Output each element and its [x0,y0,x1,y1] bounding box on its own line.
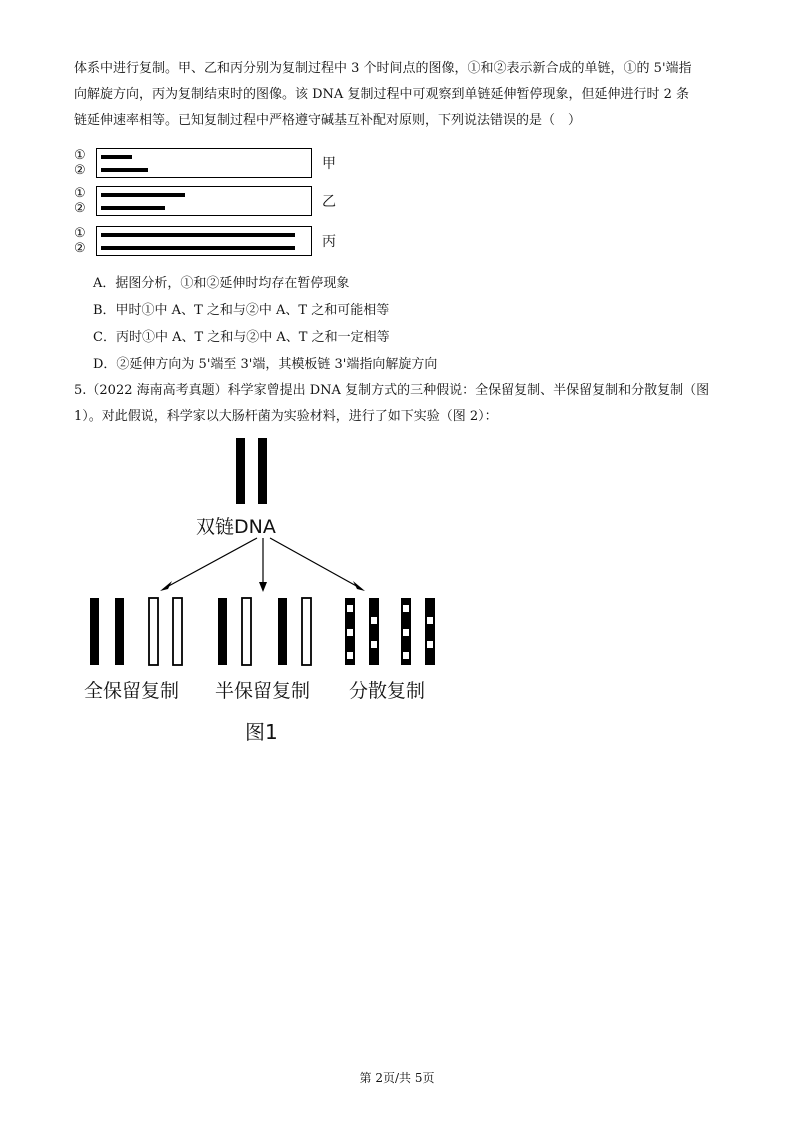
strand-number-1: ① [74,226,86,241]
parent-dna-icon [236,438,267,504]
question-intro [74,56,734,134]
semiconservative-label: 半保留复制 [215,680,311,702]
semiconservative-dna-icon [218,598,311,665]
strand-number-2: ② [74,163,86,178]
strand-number-1: ① [74,186,86,201]
option-b: B．甲时①中 A、T 之和与②中 A、T 之和可能相等 [93,303,390,318]
dispersive-dna-icon [345,598,435,665]
intro-line-3: 链延伸速率相等。已知复制过程中严格遵守碱基互补配对原则，下列说法错误的是（ ） [74,113,582,128]
time-label-bing: 丙 [322,234,336,250]
strand-number-2: ② [74,241,86,256]
figure-1-caption: 图1 [245,720,278,744]
dispersive-label: 分散复制 [349,680,426,702]
strand-box [96,186,312,216]
strand-1-bar [101,193,185,197]
strand-1-bar [101,233,295,237]
strand-2-bar [101,168,148,172]
strand-number-1: ① [74,148,86,163]
strand-1-bar [101,155,132,159]
strand-box [96,226,312,256]
strand-2-bar [101,206,165,210]
option-d: D．②延伸方向为 5'端至 3'端，其模板链 3'端指向解旋方向 [93,357,438,372]
strand-box [96,148,312,178]
question-5-line-2: 1）。对此假说，科学家以大肠杆菌为实验材料，进行了如下实验（图 2）： [74,409,498,424]
strand-2-bar [101,246,295,250]
conservative-dna-icon [90,598,182,665]
question-5-line-1: 5.（2022 海南高考真题）科学家曾提出 DNA 复制方式的三种假说：全保留复制、半保留复制和分散复制（图 [74,383,710,398]
intro-line-1: 体系中进行复制。甲、乙和丙分别为复制过程中 3 个时间点的图像，①和②表示新合成的单链，①的 5'端指 [74,61,692,76]
arrows [165,538,360,588]
option-a: A．据图分析，①和②延伸时均存在暂停现象 [93,276,350,291]
time-label-yi: 乙 [322,194,336,210]
strand-number-2: ② [74,201,86,216]
intro-line-2: 向解旋方向，丙为复制结束时的图像。该 DNA 复制过程中可观察到单链延伸暂停现象，但延伸进行时 2 条 [74,87,689,102]
double-strand-dna-label: 双链DNA [196,516,276,538]
option-c: C．丙时①中 A、T 之和与②中 A、T 之和一定相等 [93,330,390,345]
question-5 [74,378,734,430]
conservative-label: 全保留复制 [84,680,180,702]
time-label-jia: 甲 [322,156,336,172]
page-number: 第 2页/共 5页 [359,1071,435,1085]
